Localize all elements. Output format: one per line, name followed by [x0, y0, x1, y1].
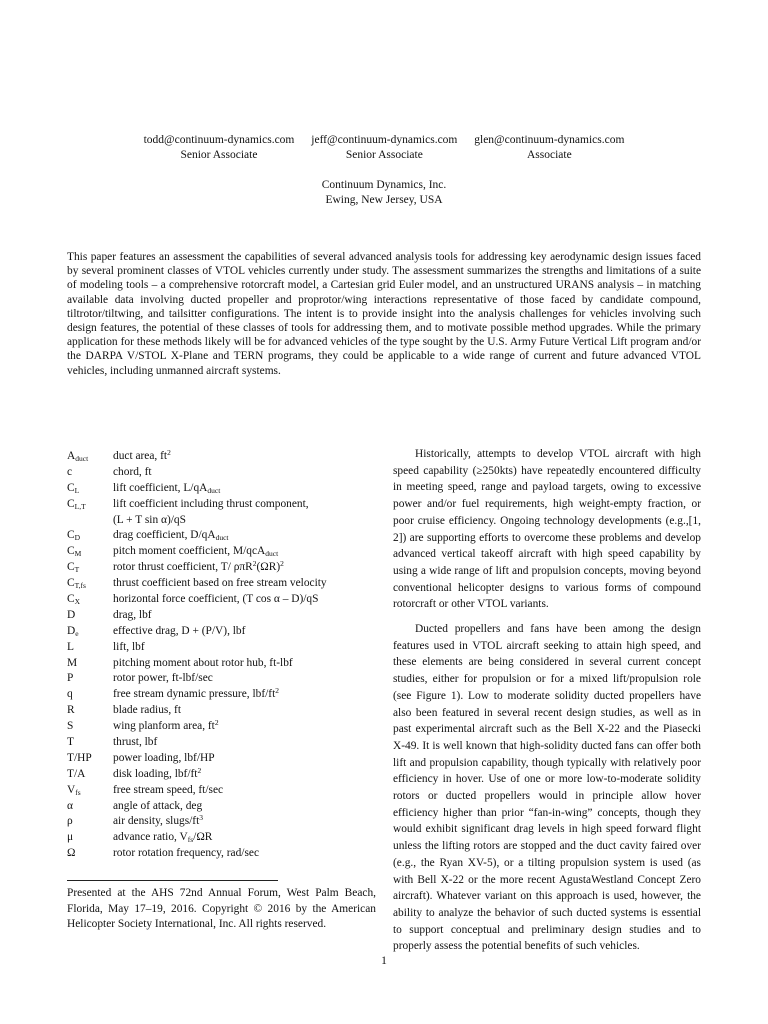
symbol-text: α	[67, 799, 73, 812]
affiliation	[0, 178, 768, 208]
nomenclature-symbol	[67, 830, 113, 846]
nomenclature-definition	[113, 751, 215, 767]
author-todd	[144, 133, 295, 163]
author-email: jeff@continuum-dynamics.com	[311, 134, 458, 146]
author-role: Senior Associate	[345, 149, 423, 161]
nomenclature-row	[67, 576, 367, 592]
definition-text: rotor thrust coefficient, T/ ρπR	[113, 561, 253, 574]
nomenclature-row	[67, 767, 367, 783]
nomenclature-symbol	[67, 576, 113, 592]
nomenclature-symbol	[67, 481, 113, 497]
nomenclature-definition	[113, 783, 223, 799]
symbol-text: C	[67, 593, 75, 606]
nomenclature-definition	[113, 481, 220, 497]
definition-text: drag, lbf	[113, 608, 152, 621]
author-glen	[474, 133, 624, 163]
author-email: todd@continuum-dynamics.com	[143, 134, 295, 146]
symbol-text: R	[67, 704, 75, 717]
symbol-text: M	[67, 656, 78, 669]
nomenclature-definition	[113, 576, 327, 592]
nomenclature-symbol	[67, 846, 113, 862]
nomenclature-row	[67, 640, 367, 656]
definition-superscript: 2	[167, 448, 171, 457]
nomenclature-row	[67, 814, 367, 830]
symbol-subscript: L,T	[74, 501, 86, 511]
page-number: 1	[381, 955, 387, 967]
definition-text: effective drag, D + (P/V), lbf	[113, 624, 246, 637]
symbol-text: D	[67, 624, 76, 637]
nomenclature-definition	[113, 671, 213, 687]
definition-subscript: duct	[207, 485, 221, 495]
definition-text: free stream dynamic pressure, lbf/ft	[113, 688, 276, 701]
author-block	[0, 133, 768, 163]
nomenclature-symbol	[67, 656, 113, 672]
nomenclature-definition	[113, 449, 171, 465]
definition-text: (ΩR)	[256, 561, 281, 574]
nomenclature-symbol	[67, 640, 113, 656]
symbol-text: S	[67, 720, 74, 733]
symbol-text: C	[67, 481, 75, 494]
symbol-text: μ	[67, 831, 74, 844]
nomenclature-definition	[113, 846, 259, 862]
nomenclature-symbol	[67, 497, 113, 513]
nomenclature-row	[67, 830, 367, 846]
nomenclature-definition	[113, 687, 279, 703]
abstract: This paper features an assessment the capabilities of several advanced analysis tools for addressing key aerodynamic design issues faced by several prominent classes of VTOL vehicles currently under study. The assessment summarizes the strengths and limitations of a suite of modeling tools – a comprehensive rotorcraft model, a Cartesian grid Euler model, and an unstructured URANS analysis – in matching available data involving ducted propeller and proprotor/wing interactions representative of those faced by candidate compound, tiltrotor/tiltwing, and tailsitter configurations. The intent is to provide insight into the analysis challenges for vehicles involving such design features, the potential of these classes of tools for addressing them, and to motivate possible method upgrades. While the primary application for these methods likely will be for advanced vehicles of the type sought by the U.S. Army Future Vertical Lift program and/or the DARPA V/STOL X-Plane and TERN programs, they could be applicable to a wide range of current and future advanced VTOL vehicles, including unmanned aircraft systems.	[67, 251, 701, 377]
symbol-subscript: duct	[75, 454, 89, 463]
nomenclature-symbol	[67, 719, 113, 735]
body-paragraph: Ducted propellers and fans have been among the design features used in VTOL aircraft seeking to attain high speed, and these elements are being considered in several current concept studies, either for propulsion or for a mixed lift/propulsion role (see Figure 1). Low to moderate solidity ducted propellers have also been featured in several recent design studies, as well as in past experimental aircraft such as the Bell X-22 and the Piasecki X-49. It is well known that high-solidity ducted fans can offer both lift and propulsion capability, though typically with relatively poor efficiency in hover. Use of one or more low-to-moderate solidity rotors or ducted propellers would in principle allow hover efficiency higher than prior “fan-in-wing” concepts, though they would exhibit significant drag levels in high speed forward flight unless the lifting rotors are stopped and the duct cavity faired over (e.g., the Ryan XV-5), or a tilting propulsion system is used (as with Bell X-22 or the more recent AgustaWestland Concept Zero aircraft). Whatever variant on this approach is used, however, the ability to analyze the behavior of such ducted systems is essential to support conceptual and preliminary design studies and to properly assess the potential benefits of such vehicles.	[393, 623, 701, 953]
nomenclature-row	[67, 528, 367, 544]
nomenclature-definition	[113, 767, 201, 783]
nomenclature-row	[67, 592, 367, 608]
symbol-subscript: X	[74, 597, 81, 607]
definition-subscript: duct	[265, 549, 279, 559]
nomenclature-row	[67, 497, 367, 513]
symbol-text: ρ	[67, 815, 73, 828]
body-paragraph: Historically, attempts to develop VTOL aircraft with high speed capability (≥250kts) have repeatedly encountered difficulty in meeting speed, range and payload targets, owing to excessive power and/or fuel requirements, high weight-empty fraction, or poor cruise efficiency. Ongoing technology developments (e.g.,[1, 2]) are supporting efforts to overcome these problems and develop advanced vertical takeoff aircraft with high speed capability by using a wide range of lift and propulsion concepts, moving beyond conventional helicopter designs to various forms of compound rotorcraft or other VTOL variants.	[393, 448, 701, 611]
author-role: Senior Associate	[180, 149, 258, 161]
definition-text: lift coefficient including thrust component,	[113, 497, 309, 510]
symbol-text: T/HP	[67, 751, 92, 764]
nomenclature-row	[67, 687, 367, 703]
nomenclature-definition	[113, 528, 229, 544]
nomenclature-symbol	[67, 449, 113, 465]
nomenclature-row	[67, 751, 367, 767]
nomenclature-symbol	[67, 465, 113, 481]
definition-superscript: 2	[214, 718, 219, 728]
symbol-text: A	[67, 450, 76, 462]
nomenclature-row	[67, 624, 367, 640]
definition-text: rotor rotation frequency, rad/sec	[113, 847, 260, 860]
definition-text: thrust, lbf	[113, 736, 158, 749]
nomenclature-definition	[113, 465, 152, 481]
symbol-text: T/A	[67, 767, 86, 780]
nomenclature-row	[67, 465, 367, 481]
definition-text: power loading, lbf/HP	[113, 751, 215, 764]
definition-subscript: duct	[215, 533, 229, 543]
nomenclature-symbol	[67, 544, 113, 560]
organization-name: Continuum Dynamics, Inc.	[321, 179, 447, 191]
definition-text: wing planform area, ft	[113, 720, 215, 733]
nomenclature-symbol	[67, 751, 113, 767]
definition-text: duct area, ft	[113, 450, 168, 462]
definition-text: air density, slugs/ft	[113, 815, 200, 828]
author-email: glen@continuum-dynamics.com	[474, 134, 625, 146]
nomenclature-row	[67, 656, 367, 672]
symbol-subscript: D	[74, 533, 81, 543]
nomenclature-definition	[113, 719, 219, 735]
symbol-subscript: T,fs	[74, 581, 86, 591]
nomenclature-symbol	[67, 528, 113, 544]
nomenclature-row	[67, 449, 367, 465]
nomenclature-symbol	[67, 767, 113, 783]
symbol-text: C	[67, 529, 75, 542]
nomenclature-symbol	[67, 671, 113, 687]
footnote-divider	[67, 880, 278, 881]
definition-text: advance ratio, V	[113, 831, 188, 844]
definition-subscript: fs	[187, 835, 194, 845]
symbol-subscript: T	[74, 565, 80, 575]
nomenclature-definition	[113, 624, 245, 640]
nomenclature-row	[67, 783, 367, 799]
nomenclature-symbol	[67, 560, 113, 576]
definition-superscript: 3	[199, 813, 204, 823]
nomenclature-definition	[113, 735, 157, 751]
definition-text: (L + T sin α)/qS	[113, 513, 186, 526]
definition-text: chord, ft	[113, 465, 152, 478]
definition-text: lift coefficient, L/qA	[113, 481, 208, 494]
definition-text: rotor power, ft-lbf/sec	[113, 672, 213, 685]
definition-text: free stream speed, ft/sec	[113, 783, 224, 796]
nomenclature-row	[67, 799, 367, 815]
definition-text: lift, lbf	[113, 640, 145, 653]
nomenclature-definition	[113, 640, 145, 656]
symbol-text: V	[67, 783, 76, 796]
definition-superscript: 2	[275, 686, 279, 696]
nomenclature-symbol	[67, 703, 113, 719]
nomenclature-symbol	[67, 592, 113, 608]
nomenclature-list	[67, 449, 367, 862]
nomenclature-symbol	[67, 608, 113, 624]
nomenclature-definition	[113, 703, 181, 719]
nomenclature-symbol	[67, 735, 113, 751]
symbol-text: C	[67, 545, 75, 558]
nomenclature-symbol	[67, 799, 113, 815]
definition-text: thrust coefficient based on free stream velocity	[113, 577, 327, 590]
nomenclature-row	[67, 513, 367, 529]
symbol-text: Ω	[67, 847, 76, 860]
symbol-text: q	[67, 688, 73, 701]
nomenclature-row	[67, 608, 367, 624]
nomenclature-definition	[113, 513, 186, 529]
definition-text: drag coefficient, D/qA	[113, 529, 216, 542]
symbol-subscript: e	[75, 628, 79, 638]
nomenclature-definition	[113, 560, 284, 576]
nomenclature-row	[67, 735, 367, 751]
nomenclature-definition	[113, 830, 212, 846]
nomenclature-row	[67, 846, 367, 862]
symbol-text: T	[67, 736, 74, 749]
symbol-text: C	[67, 577, 75, 590]
definition-text: /ΩR	[193, 831, 213, 844]
definition-text: angle of attack, deg	[113, 799, 203, 812]
symbol-text: D	[67, 608, 76, 621]
nomenclature-symbol	[67, 624, 113, 640]
nomenclature-row	[67, 560, 367, 576]
nomenclature-definition	[113, 497, 309, 513]
nomenclature-row	[67, 719, 367, 735]
symbol-subscript: M	[74, 549, 82, 559]
author-jeff	[311, 133, 457, 163]
definition-text: pitching moment about rotor hub, ft-lbf	[113, 656, 293, 669]
nomenclature-row	[67, 703, 367, 719]
nomenclature-row	[67, 481, 367, 497]
nomenclature-definition	[113, 656, 293, 672]
definition-superscript: 2	[280, 559, 284, 569]
nomenclature-row	[67, 544, 367, 560]
nomenclature-definition	[113, 608, 152, 624]
definition-text: blade radius, ft	[113, 704, 182, 717]
definition-text: disk loading, lbf/ft	[113, 767, 198, 780]
symbol-text: C	[67, 561, 75, 574]
organization-location: Ewing, New Jersey, USA	[325, 194, 443, 206]
symbol-text: C	[67, 497, 75, 510]
definition-superscript: 2	[252, 559, 257, 569]
symbol-text: L	[67, 640, 74, 653]
nomenclature-definition	[113, 544, 278, 560]
symbol-text: P	[67, 672, 74, 685]
nomenclature-definition	[113, 814, 203, 830]
symbol-subscript: fs	[75, 787, 81, 797]
definition-text: pitch moment coefficient, M/qcA	[113, 545, 266, 558]
symbol-text: c	[67, 465, 73, 478]
nomenclature-symbol	[67, 783, 113, 799]
nomenclature-definition	[113, 799, 202, 815]
symbol-subscript: L	[74, 485, 80, 495]
nomenclature-symbol	[67, 687, 113, 703]
nomenclature-definition	[113, 592, 318, 608]
author-role: Associate	[526, 149, 572, 161]
definition-text: horizontal force coefficient, (T cos α – D)/qS	[113, 593, 319, 606]
nomenclature-symbol	[67, 814, 113, 830]
definition-superscript: 2	[197, 765, 202, 775]
body-column	[393, 446, 701, 955]
footnote: Presented at the AHS 72nd Annual Forum, West Palm Beach, Florida, May 17–19, 2016. Copyright © 2016 by the American Helicopter Society International, Inc. All rights reserved.	[67, 887, 376, 931]
nomenclature-row	[67, 671, 367, 687]
